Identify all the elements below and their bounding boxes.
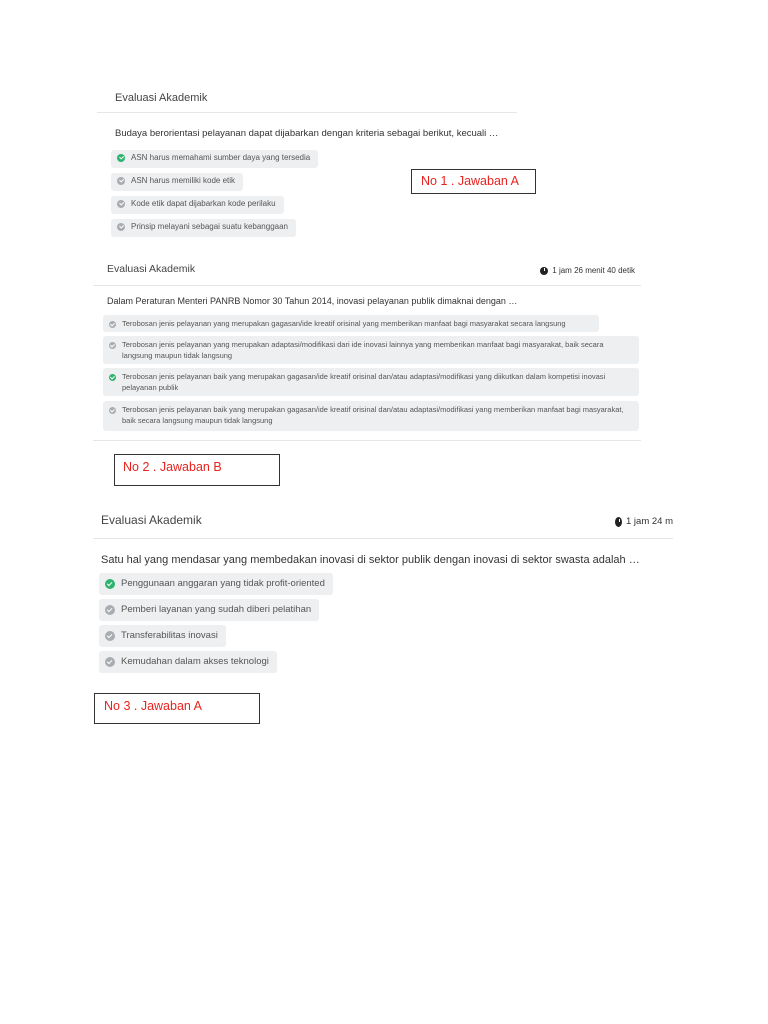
quiz-header: [93, 510, 673, 539]
option-text: Penggunaan anggaran yang tidak profit-oriented: [121, 578, 325, 589]
check-circle-icon: [117, 154, 125, 162]
option-c[interactable]: [103, 368, 639, 396]
check-circle-icon: [109, 374, 116, 381]
option-text: Pemberi layanan yang sudah diberi pelatihan: [121, 604, 312, 615]
check-circle-icon: [117, 177, 125, 185]
check-circle-icon: [117, 200, 125, 208]
quiz-screenshot-3: [93, 510, 675, 680]
timer-text: 1 jam 26 menit 40 detik: [552, 266, 635, 275]
option-text: Kemudahan dalam akses teknologi: [121, 656, 269, 667]
check-circle-icon: [109, 342, 116, 349]
divider: [93, 440, 641, 441]
option-text: Prinsip melayani sebagai suatu kebanggaan: [131, 222, 288, 231]
answer-label-3: [94, 693, 260, 724]
option-b[interactable]: [99, 599, 319, 621]
option-d[interactable]: [99, 651, 277, 673]
answer-label-1: [411, 169, 536, 194]
option-text: Transferabilitas inovasi: [121, 630, 218, 641]
answer-label-text: No 2 . Jawaban B: [123, 460, 222, 474]
option-a[interactable]: [111, 150, 318, 168]
question-text: Budaya berorientasi pelayanan dapat dijabarkan dengan kriteria sebagai berikut, kecuali …: [115, 128, 499, 139]
option-text: Terobosan jenis pelayanan baik yang merupakan gagasan/ide kreatif orisinal dan/atau adaptasi/modifikasi yang memberikan manfaat bagi masyarakat, baik secara langsung maupun tidak langsung: [122, 405, 624, 425]
question-text: Satu hal yang mendasar yang membedakan inovasi di sektor publik dengan inovasi di sektor swasta adalah …: [101, 554, 640, 566]
header-title: Evaluasi Akademik: [107, 263, 196, 275]
answer-label-text: No 3 . Jawaban A: [104, 699, 202, 713]
option-d[interactable]: [111, 219, 296, 237]
option-text: ASN harus memahami sumber daya yang tersedia: [131, 153, 311, 162]
option-c[interactable]: [111, 196, 284, 214]
check-circle-icon: [109, 321, 116, 328]
timer: [540, 266, 635, 275]
option-text: Terobosan jenis pelayanan yang merupakan adaptasi/modifikasi dari ide inovasi lainnya yang memberikan manfaat bagi masyarakat, baik secara langsung maupun tidak langsung: [122, 340, 604, 360]
clock-icon: [540, 267, 548, 275]
answer-label-text: No 1 . Jawaban A: [421, 174, 519, 188]
header-title: Evaluasi Akademik: [101, 513, 202, 527]
check-circle-icon: [105, 657, 115, 667]
check-circle-icon: [105, 579, 115, 589]
check-circle-icon: [117, 223, 125, 231]
answer-label-2: [114, 454, 280, 486]
option-d[interactable]: [103, 401, 639, 431]
timer: [615, 516, 673, 527]
check-circle-icon: [109, 407, 116, 414]
option-text: ASN harus memiliki kode etik: [131, 176, 236, 185]
check-circle-icon: [105, 631, 115, 641]
quiz-header: [97, 90, 517, 113]
quiz-header: [93, 261, 641, 286]
quiz-screenshot-2: [93, 261, 643, 443]
quiz-screenshot-1: [97, 90, 537, 240]
option-text: Terobosan jenis pelayanan baik yang merupakan gagasan/ide kreatif orisinal dan/atau adaptasi/modifikasi yang diikutkan dalam kompetisi inovasi pelayanan publik: [122, 372, 606, 392]
question-text: Dalam Peraturan Menteri PANRB Nomor 30 Tahun 2014, inovasi pelayanan publik dimaknai dengan …: [107, 296, 518, 306]
option-a[interactable]: [103, 315, 599, 332]
check-circle-icon: [105, 605, 115, 615]
option-c[interactable]: [99, 625, 226, 647]
option-text: Kode etik dapat dijabarkan kode perilaku: [131, 199, 276, 208]
timer-text: 1 jam 24 m: [626, 516, 673, 527]
header-title: Evaluasi Akademik: [115, 92, 208, 104]
option-a[interactable]: [99, 573, 333, 595]
option-text: Terobosan jenis pelayanan yang merupakan gagasan/ide kreatif orisinal yang memberikan manfaat bagi masyarakat secara langsung: [122, 319, 566, 328]
clock-icon: [615, 517, 622, 527]
option-b[interactable]: [111, 173, 243, 191]
option-b[interactable]: [103, 336, 639, 364]
